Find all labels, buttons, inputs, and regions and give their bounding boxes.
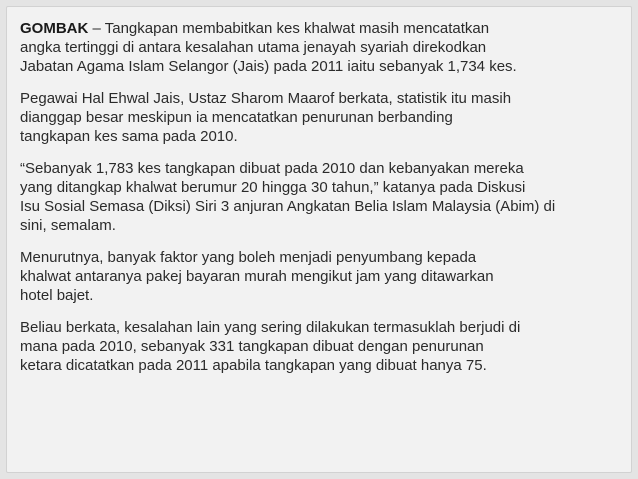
article-paragraph-5: Beliau berkata, kesalahan lain yang sering dilakukan termasuklah berjudi di mana pada 2010, sebanyak 331 tangkapan dibuat dengan penurunan ketara dicatatkan pada 2011 apabila tangkapan yang dibuat hanya 75. — [20, 319, 521, 374]
article-paragraph-1 — [20, 19, 628, 76]
article-paragraph-1-text: – Tangkapan membabitkan kes khalwat masih mencatatkan angka tertinggi di antara kesalahan utama jenayah syariah direkodkan Jabatan Agama Islam Selangor (Jais) pada 2011 iaitu sebanyak 1,734 kes. — [20, 20, 517, 75]
article-paragraph-2: Pegawai Hal Ehwal Jais, Ustaz Sharom Maarof berkata, statistik itu masih dianggap besar meskipun ia mencatatkan penurunan berbanding tangkapan kes sama pada 2010. — [20, 90, 512, 145]
slide-panel — [6, 6, 632, 473]
article-paragraph-3: “Sebanyak 1,783 kes tangkapan dibuat pada 2010 dan kebanyakan mereka yang ditangkap khalwat berumur 20 hingga 30 tahun,” katanya pada Diskusi Isu Sosial Semasa (Diksi) Siri 3 anjuran Angkatan Belia Islam Malaysia (Abim) di sini, semalam. — [20, 160, 556, 234]
article-body — [20, 19, 628, 388]
article-paragraph-4: Menurutnya, banyak faktor yang boleh menjadi penyumbang kepada khalwat antaranya pakej bayaran murah mengikut jam yang ditawarkan hotel bajet. — [20, 249, 494, 304]
article-dateline: GOMBAK — [20, 20, 89, 37]
